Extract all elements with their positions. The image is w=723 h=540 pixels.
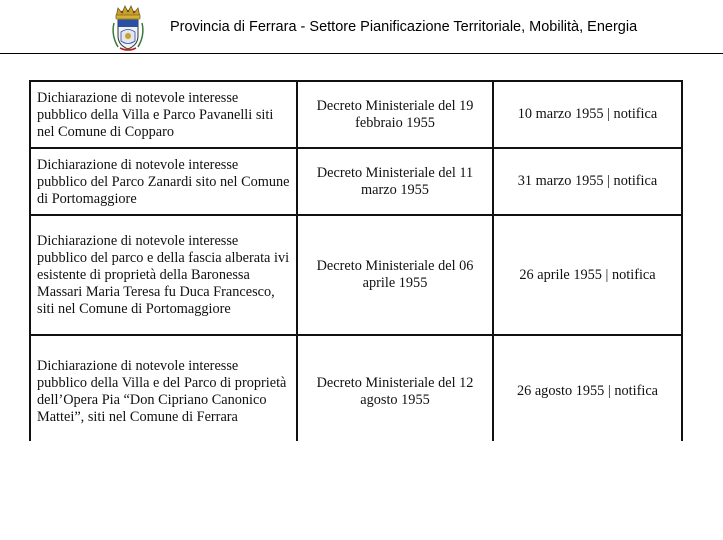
table-row (30, 81, 682, 148)
description-cell: Dichiarazione di notevole interesse pubblico della Villa e Parco Pavanelli siti nel Comune di Copparo (30, 81, 297, 148)
decree-cell: Decreto Ministeriale del 06 aprile 1955 (297, 215, 493, 335)
decree-cell: Decreto Ministeriale del 19 febbraio 1955 (297, 81, 493, 148)
provincia-di-ferrara-coat-of-arms-icon (110, 3, 146, 53)
decree-table (29, 80, 683, 441)
description-cell: Dichiarazione di notevole interesse pubblico del Parco Zanardi sito nel Comune di Portomaggiore (30, 148, 297, 215)
table-row (30, 215, 682, 335)
document-table-image (28, 80, 684, 441)
notification-cell: 26 aprile 1955 | notifica (493, 215, 682, 335)
table-row (30, 148, 682, 215)
decree-cell: Decreto Ministeriale del 12 agosto 1955 (297, 335, 493, 441)
description-cell: Dichiarazione di notevole interesse pubblico del parco e della fascia alberata ivi esistente di proprietà della Baronessa Massari Maria Teresa fu Duca Francesco, siti nel Comune di Portomaggiore (30, 215, 297, 335)
page-header (0, 0, 723, 54)
page-title: Provincia di Ferrara - Settore Pianificazione Territoriale, Mobilità, Energia (170, 19, 638, 35)
description-cell: Dichiarazione di notevole interesse pubblico della Villa e del Parco di proprietà dell’Opera Pia “Don Cipriano Canonico Mattei”, siti nel Comune di Ferrara (30, 335, 297, 441)
notification-cell: 26 agosto 1955 | notifica (493, 335, 682, 441)
notification-cell: 10 marzo 1955 | notifica (493, 81, 682, 148)
notification-cell: 31 marzo 1955 | notifica (493, 148, 682, 215)
header-divider (0, 53, 723, 54)
decree-cell: Decreto Ministeriale del 11 marzo 1955 (297, 148, 493, 215)
table-row (30, 335, 682, 441)
